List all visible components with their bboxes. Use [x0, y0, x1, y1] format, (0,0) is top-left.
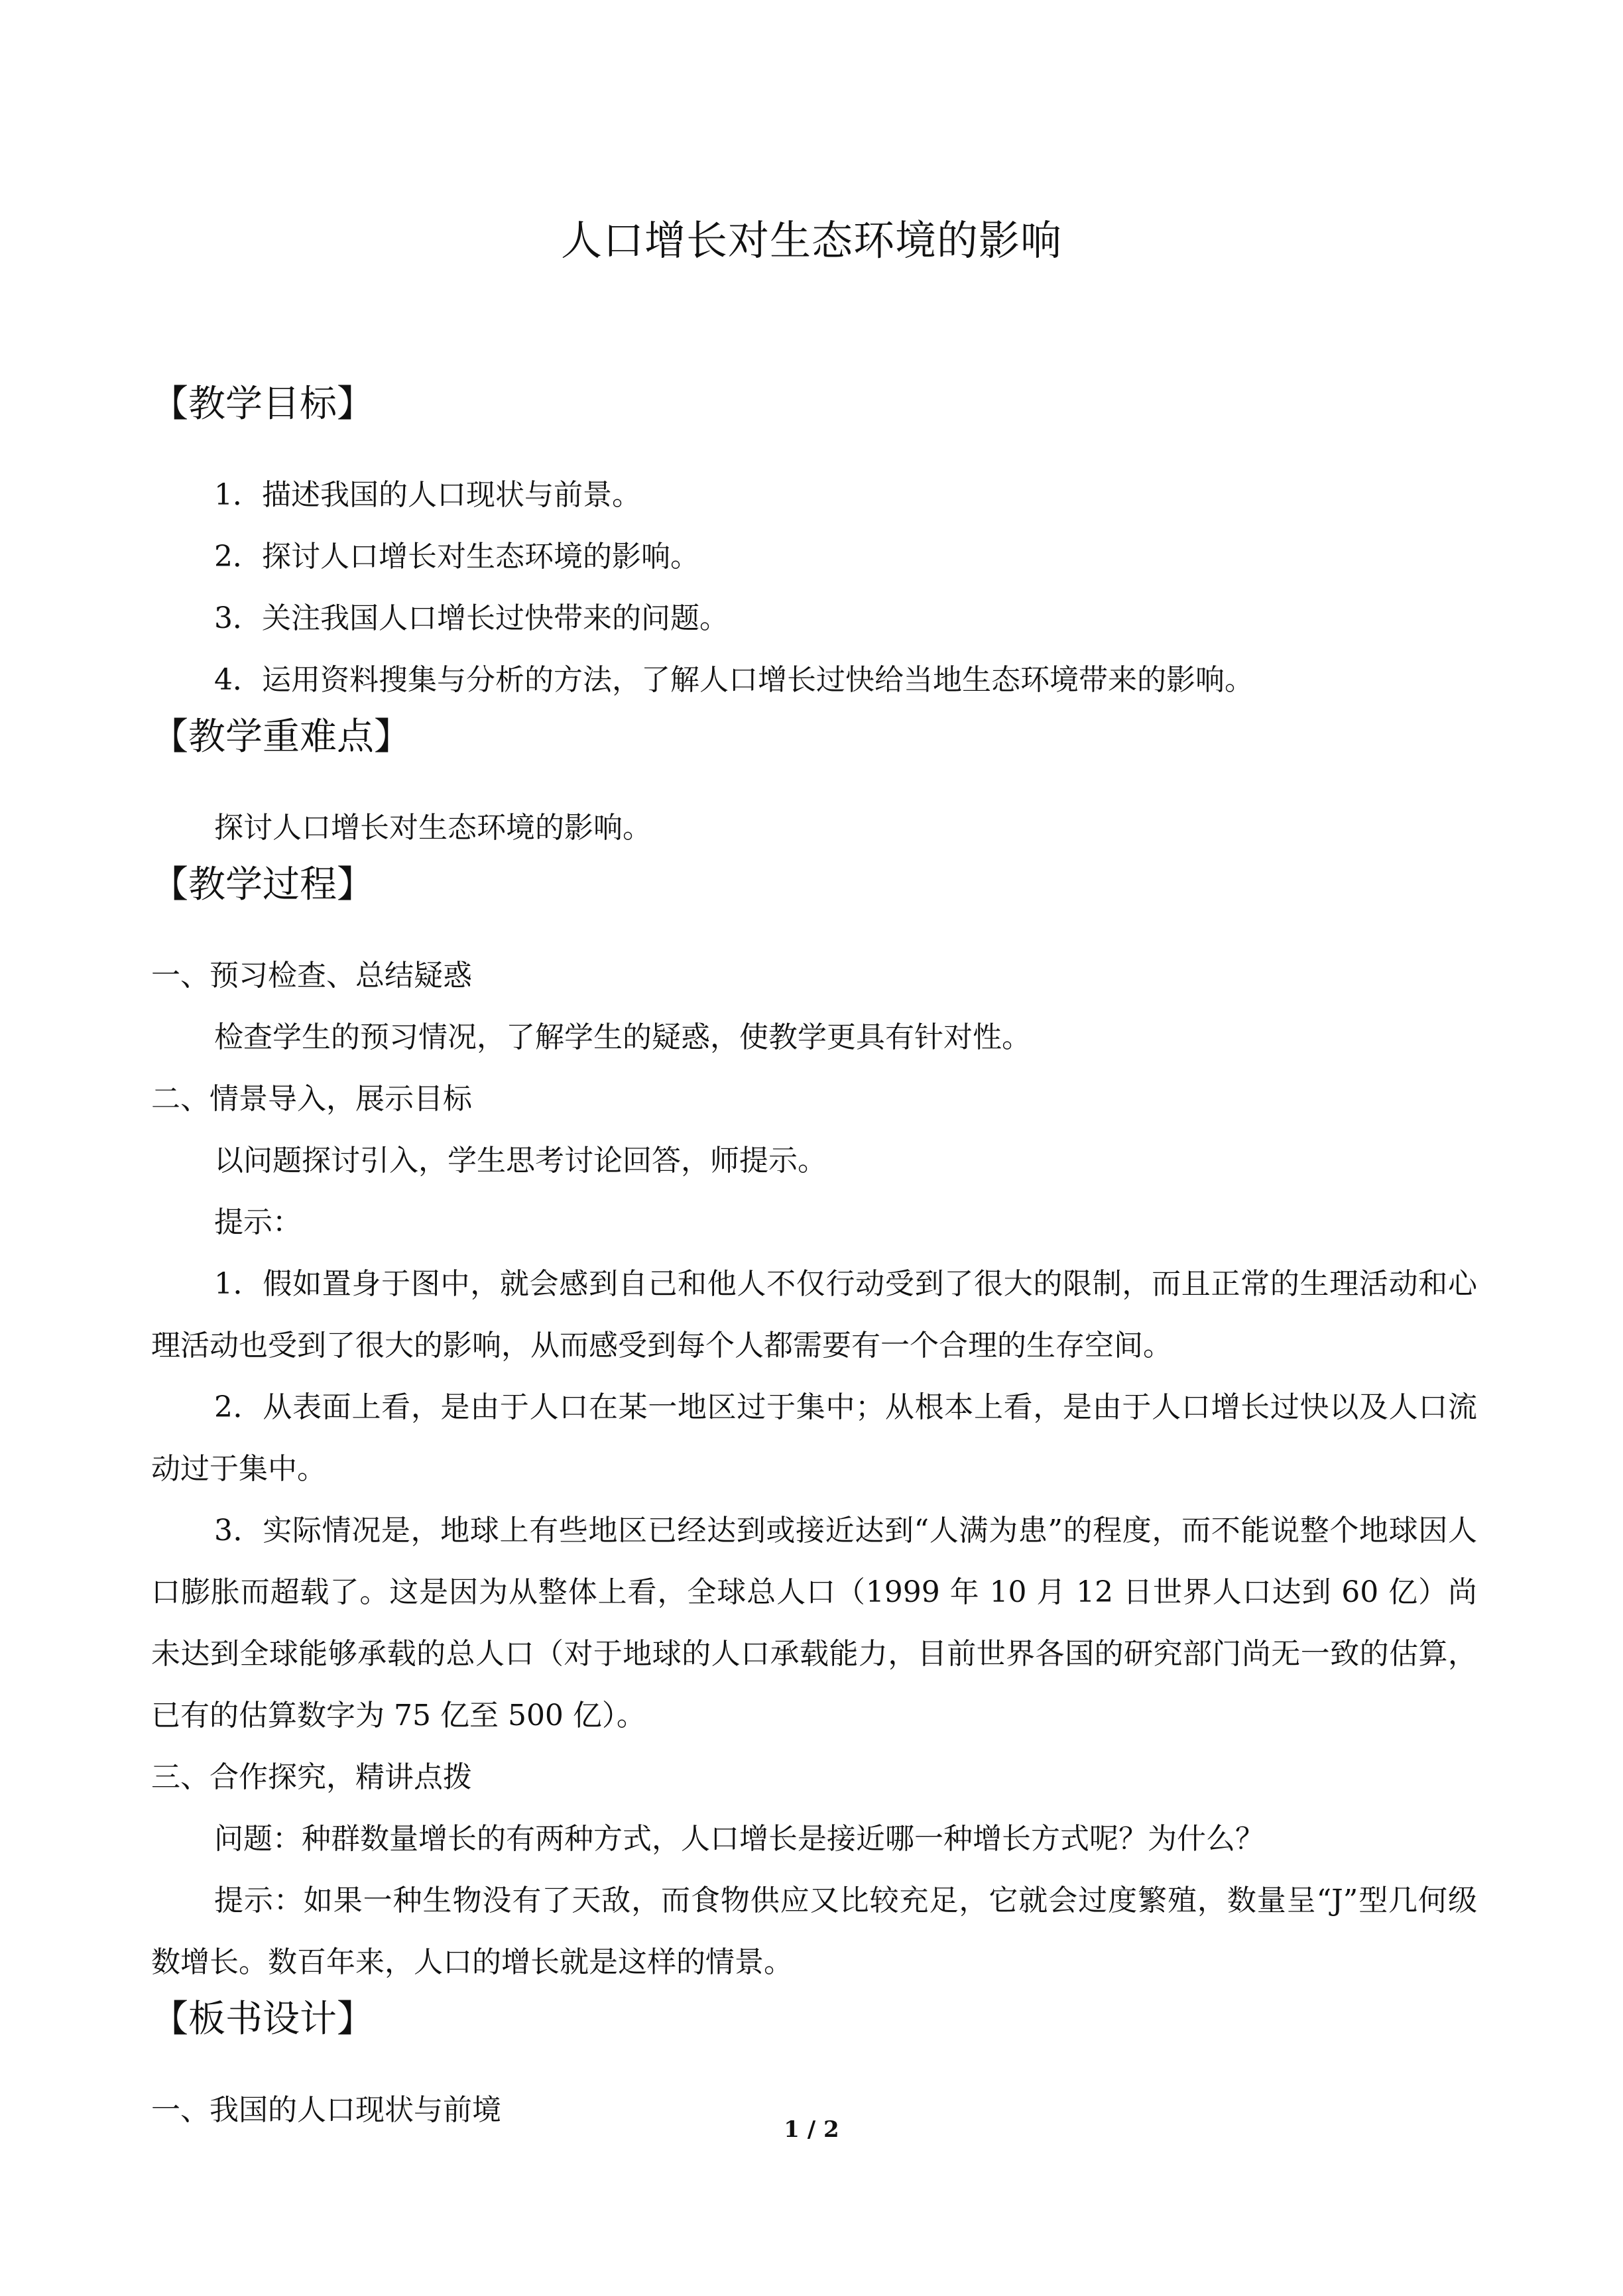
objective-item: 3．关注我国人口增长过快带来的问题。: [214, 601, 729, 635]
process-part3-question: 问题：种群数量增长的有两种方式，人口增长是接近哪一种增长方式呢？为什么？: [214, 1822, 1264, 1856]
board-item: 一、我国的人口现状与前境: [151, 2093, 501, 2127]
process-part2-intro: 以问题探讨引入，学生思考讨论回答，师提示。: [214, 1144, 827, 1178]
objective-item: 4．运用资料搜集与分析的方法，了解人口增长过快给当地生态环境带来的影响。: [214, 663, 1254, 697]
process-part3-title: 三、合作探究，精讲点拨: [151, 1760, 472, 1794]
section-heading-objectives: 【教学目标】: [151, 383, 374, 426]
process-part2-hint: 2．从表面上看，是由于人口在某一地区过于集中；从根本上看，是由于人口增长过快以及人口流动过于集中。: [151, 1390, 1477, 1486]
objective-item: 2．探讨人口增长对生态环境的影响。: [214, 540, 699, 574]
process-part2-title: 二、情景导入，展示目标: [151, 1082, 472, 1116]
process-part3-hint: 提示：如果一种生物没有了天敌，而食物供应又比较充足，它就会过度繁殖，数量呈“J”型几何级数增长。数百年来，人口的增长就是这样的情景。: [151, 1884, 1477, 1979]
page-number: 1 / 2: [784, 2116, 839, 2143]
document-title: 人口增长对生态环境的影响: [560, 216, 1062, 265]
section-heading-board: 【板书设计】: [151, 1998, 374, 2041]
process-part2-hint: 1．假如置身于图中，就会感到自己和他人不仅行动受到了很大的限制，而且正常的生理活动和心理活动也受到了很大的影响，从而感受到每个人都需要有一个合理的生存空间。: [151, 1267, 1477, 1362]
document-body: [151, 379, 1477, 2141]
process-part2-hint: 3．实际情况是，地球上有些地区已经达到或接近达到“人满为患”的程度，而不能说整个地球因人口膨胀而超载了。这是因为从整体上看，全球总人口（1999 年 10 月 12 日世界人口达到 60 亿）尚未达到全球能够承载的总人口（对于地球的人口承载能力，目前世界各国的研究部门尚无一致的估算，已有的估算数字为 75 亿至 500 亿）。: [151, 1514, 1477, 1732]
process-part1-title: 一、预习检查、总结疑惑: [151, 959, 472, 993]
section-heading-key-points: 【教学重难点】: [151, 715, 411, 758]
objective-item: 1．描述我国的人口现状与前景。: [214, 478, 641, 512]
process-part1-text: 检查学生的预习情况，了解学生的疑惑，使教学更具有针对性。: [214, 1020, 1031, 1054]
key-point-text: 探讨人口增长对生态环境的影响。: [214, 811, 652, 845]
section-heading-process: 【教学过程】: [151, 863, 374, 906]
process-part2-hint-label: 提示：: [214, 1205, 302, 1239]
